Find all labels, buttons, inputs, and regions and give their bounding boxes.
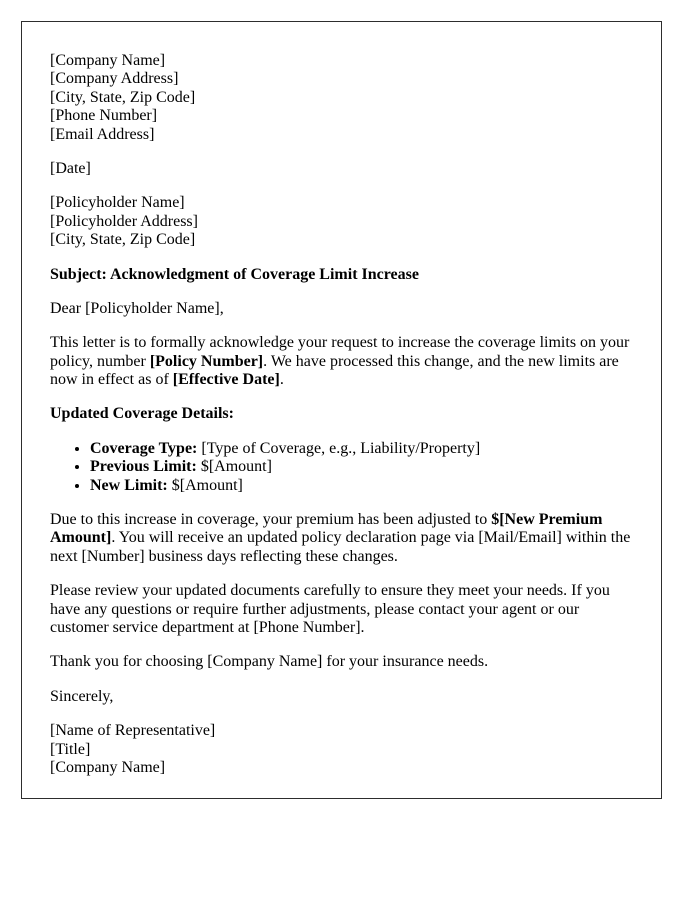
closing: Sincerely, bbox=[50, 687, 114, 705]
coverage-type-value: [Type of Coverage, e.g., Liability/Property] bbox=[197, 439, 481, 457]
recipient-city-state-zip: [City, State, Zip Code] bbox=[50, 231, 196, 249]
representative-title: [Title] bbox=[50, 740, 91, 758]
premium-text-2: . You will receive an updated policy declaration page via [Mail/Email] within the next [Number] business days reflecting these changes. bbox=[50, 529, 631, 565]
sender-company-name: [Company Name] bbox=[50, 52, 166, 69]
representative-name: [Name of Representative] bbox=[50, 722, 216, 740]
coverage-type-label: Coverage Type: bbox=[90, 439, 198, 457]
signature-company-name: [Company Name] bbox=[50, 758, 166, 776]
paragraph-review: Please review your updated documents carefully to ensure they meet your needs. If you have any questions or require further adjustments, please contact your agent or our customer service department at [Phone Number]. bbox=[50, 582, 610, 636]
letter-document bbox=[21, 21, 662, 799]
list-item-new-limit bbox=[90, 477, 633, 495]
sender-address-block bbox=[50, 52, 633, 144]
paragraph-request bbox=[50, 334, 633, 389]
recipient-name: [Policyholder Name] bbox=[50, 194, 185, 212]
sender-email-address: [Email Address] bbox=[50, 125, 155, 143]
paragraph-premium bbox=[50, 511, 633, 566]
request-text-1: This letter is to formally acknowledge your request to increase the coverage limits on your policy, number bbox=[50, 334, 630, 370]
paragraph-thanks: Thank you for choosing [Company Name] for your insurance needs. bbox=[50, 653, 489, 671]
new-premium-amount-placeholder: $[New Premium Amount] bbox=[50, 511, 603, 547]
previous-limit-value: $[Amount] bbox=[196, 458, 272, 476]
subject-line: Subject: Acknowledgment of Coverage Limit Increase bbox=[50, 265, 419, 283]
sender-phone-number: [Phone Number] bbox=[50, 107, 158, 125]
coverage-details-list bbox=[50, 440, 633, 495]
policy-number-placeholder: [Policy Number] bbox=[149, 352, 264, 370]
new-limit-label: New Limit: bbox=[90, 476, 168, 494]
list-item-previous-limit bbox=[90, 458, 633, 476]
request-text-2: . We have processed this change, and the new limits are now in effect as of bbox=[50, 352, 619, 389]
salutation: Dear [Policyholder Name], bbox=[50, 299, 224, 317]
premium-text-1: Due to this increase in coverage, your premium has been adjusted to bbox=[50, 511, 492, 529]
recipient-address-block bbox=[50, 194, 633, 249]
sender-city-state-zip: [City, State, Zip Code] bbox=[50, 88, 196, 106]
sender-company-address: [Company Address] bbox=[50, 70, 179, 88]
effective-date-placeholder: [Effective Date] bbox=[172, 371, 280, 389]
previous-limit-label: Previous Limit: bbox=[90, 458, 197, 476]
new-limit-value: $[Amount] bbox=[167, 476, 243, 494]
signature-block bbox=[50, 722, 633, 777]
coverage-details-heading: Updated Coverage Details: bbox=[50, 405, 234, 423]
date-line: [Date] bbox=[50, 159, 91, 177]
list-item-coverage-type bbox=[90, 440, 633, 458]
request-text-3: . bbox=[279, 371, 284, 389]
recipient-address: [Policyholder Address] bbox=[50, 212, 198, 230]
